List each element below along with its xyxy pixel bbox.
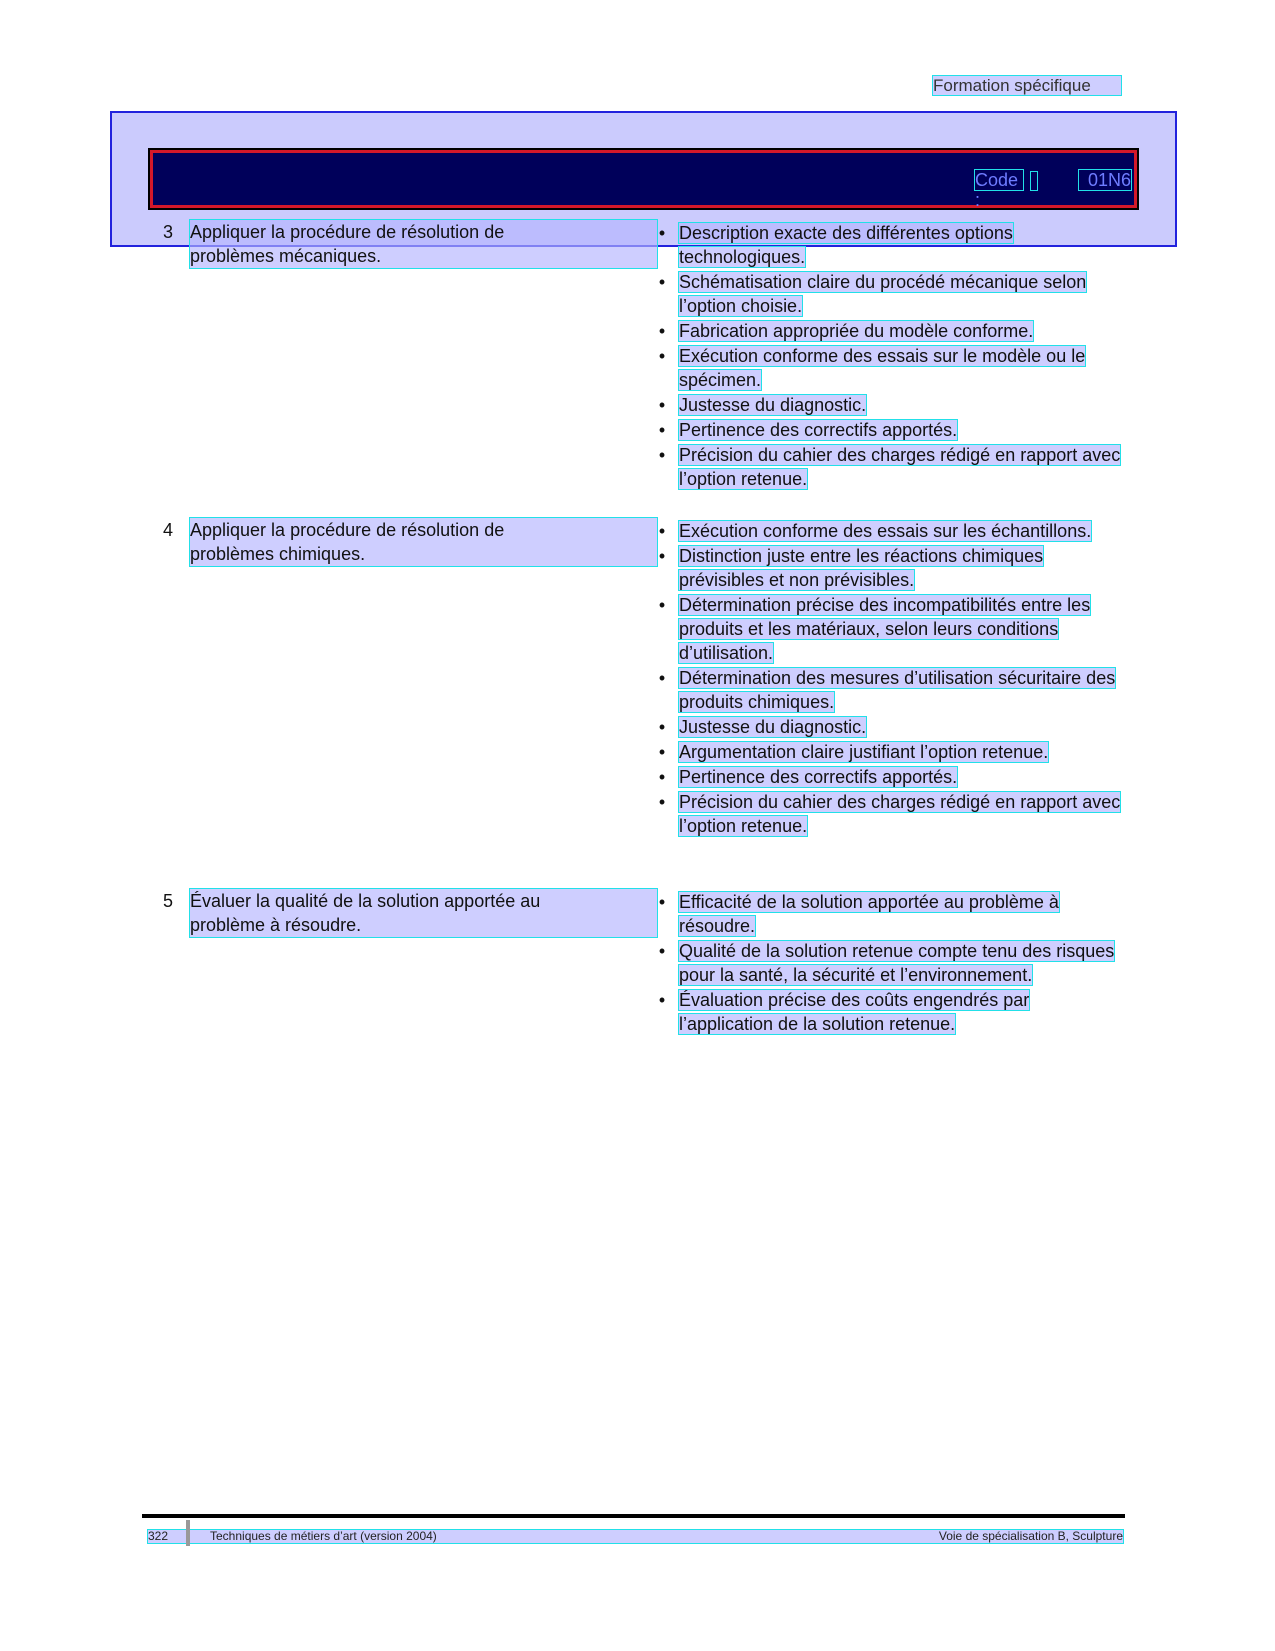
criterion-item (657, 418, 1127, 442)
criterion-text: Précision du cahier des charges rédigé en rapport avec l’option retenue. (679, 445, 1121, 489)
bullet-icon: • (658, 767, 666, 787)
criterion-item (657, 344, 1127, 392)
element-line: problème à résoudre. (190, 915, 362, 935)
criterion-text: Justesse du diagnostic. (679, 717, 867, 737)
criterion-text: Détermination des mesures d’utilisation sécuritaire des produits chimiques. (679, 668, 1116, 712)
criterion-text: Schématisation claire du procédé mécanique selon l’option choisie. (679, 272, 1087, 316)
page-footer (148, 1530, 1123, 1543)
criterion-text: Détermination précise des incompatibilités entre les produits et les matériaux, selon leurs conditions d’utilisation. (679, 595, 1091, 663)
criterion-item (657, 393, 1127, 417)
element-statement (190, 220, 657, 268)
bullet-icon: • (658, 595, 666, 615)
criterion-text: Qualité de la solution retenue compte tenu des risques pour la santé, la sécurité et l’environnement. (679, 941, 1115, 985)
bullet-icon: • (658, 990, 666, 1010)
criterion-item (657, 715, 1127, 739)
bullet-icon: • (658, 420, 666, 440)
criterion-text: Pertinence des correctifs apportés. (679, 420, 958, 440)
criterion-item (657, 988, 1127, 1036)
criterion-item (657, 270, 1127, 318)
bullet-icon: • (658, 346, 666, 366)
criterion-item (657, 593, 1127, 665)
criterion-item (657, 890, 1127, 938)
element-line: problèmes chimiques. (190, 544, 366, 564)
element-line: Appliquer la procédure de résolution de (190, 222, 505, 242)
element-line: Évaluer la qualité de la solution apportée au (190, 891, 541, 911)
bullet-icon: • (658, 395, 666, 415)
running-header: Formation spécifique (933, 76, 1121, 95)
criterion-text: Argumentation claire justifiant l’option retenue. (679, 742, 1049, 762)
criterion-text: Distinction juste entre les réactions chimiques prévisibles et non prévisibles. (679, 546, 1044, 590)
code-separator (1031, 172, 1037, 190)
element-number: 5 (163, 891, 174, 911)
element-statement (190, 889, 657, 937)
criteria-list (657, 519, 1127, 839)
element-number: 3 (163, 222, 174, 242)
bullet-icon: • (658, 717, 666, 737)
element-line: problèmes mécaniques. (190, 246, 382, 266)
criterion-item (657, 666, 1127, 714)
criteria-list (657, 890, 1127, 1037)
criterion-text: Efficacité de la solution apportée au problème à résoudre. (679, 892, 1059, 936)
criterion-item (657, 443, 1127, 491)
criterion-item (657, 765, 1127, 789)
criterion-item (657, 544, 1127, 592)
page-number: 322 (148, 1529, 169, 1543)
footer-document-title: Techniques de métiers d’art (version 2004) (210, 1529, 437, 1543)
bullet-icon: • (658, 223, 666, 243)
criterion-text: Évaluation précise des coûts engendrés par l’application de la solution retenue. (679, 990, 1030, 1034)
bullet-icon: • (658, 272, 666, 292)
footer-track: Voie de spécialisation B, Sculpture (938, 1529, 1123, 1543)
bullet-icon: • (658, 521, 666, 541)
criterion-text: Exécution conforme des essais sur le modèle ou le spécimen. (679, 346, 1086, 390)
element-line: Appliquer la procédure de résolution de (190, 520, 505, 540)
element-statement (190, 518, 657, 566)
criterion-item (657, 790, 1127, 838)
criterion-text: Précision du cahier des charges rédigé en rapport avec l’option retenue. (679, 792, 1121, 836)
criteria-list (657, 221, 1127, 492)
criterion-text: Justesse du diagnostic. (679, 395, 867, 415)
criterion-text: Exécution conforme des essais sur les échantillons. (679, 521, 1092, 541)
bullet-icon: • (658, 941, 666, 961)
criterion-item (657, 319, 1127, 343)
bullet-icon: • (658, 742, 666, 762)
criterion-text: Pertinence des correctifs apportés. (679, 767, 958, 787)
bullet-icon: • (658, 792, 666, 812)
criterion-item (657, 939, 1127, 987)
bullet-icon: • (658, 445, 666, 465)
code-value: 01N6 (1079, 170, 1131, 190)
footer-divider (186, 1520, 190, 1546)
criterion-item (657, 519, 1127, 543)
element-number: 4 (163, 520, 174, 540)
bullet-icon: • (658, 321, 666, 341)
footer-rule (142, 1514, 1125, 1518)
bullet-icon: • (658, 892, 666, 912)
criterion-text: Fabrication appropriée du modèle conforme. (679, 321, 1034, 341)
code-label: Code : (975, 170, 1023, 190)
criterion-text: Description exacte des différentes options technologiques. (679, 223, 1013, 267)
bullet-icon: • (658, 668, 666, 688)
criterion-item (657, 221, 1127, 269)
criterion-item (657, 740, 1127, 764)
bullet-icon: • (658, 546, 666, 566)
